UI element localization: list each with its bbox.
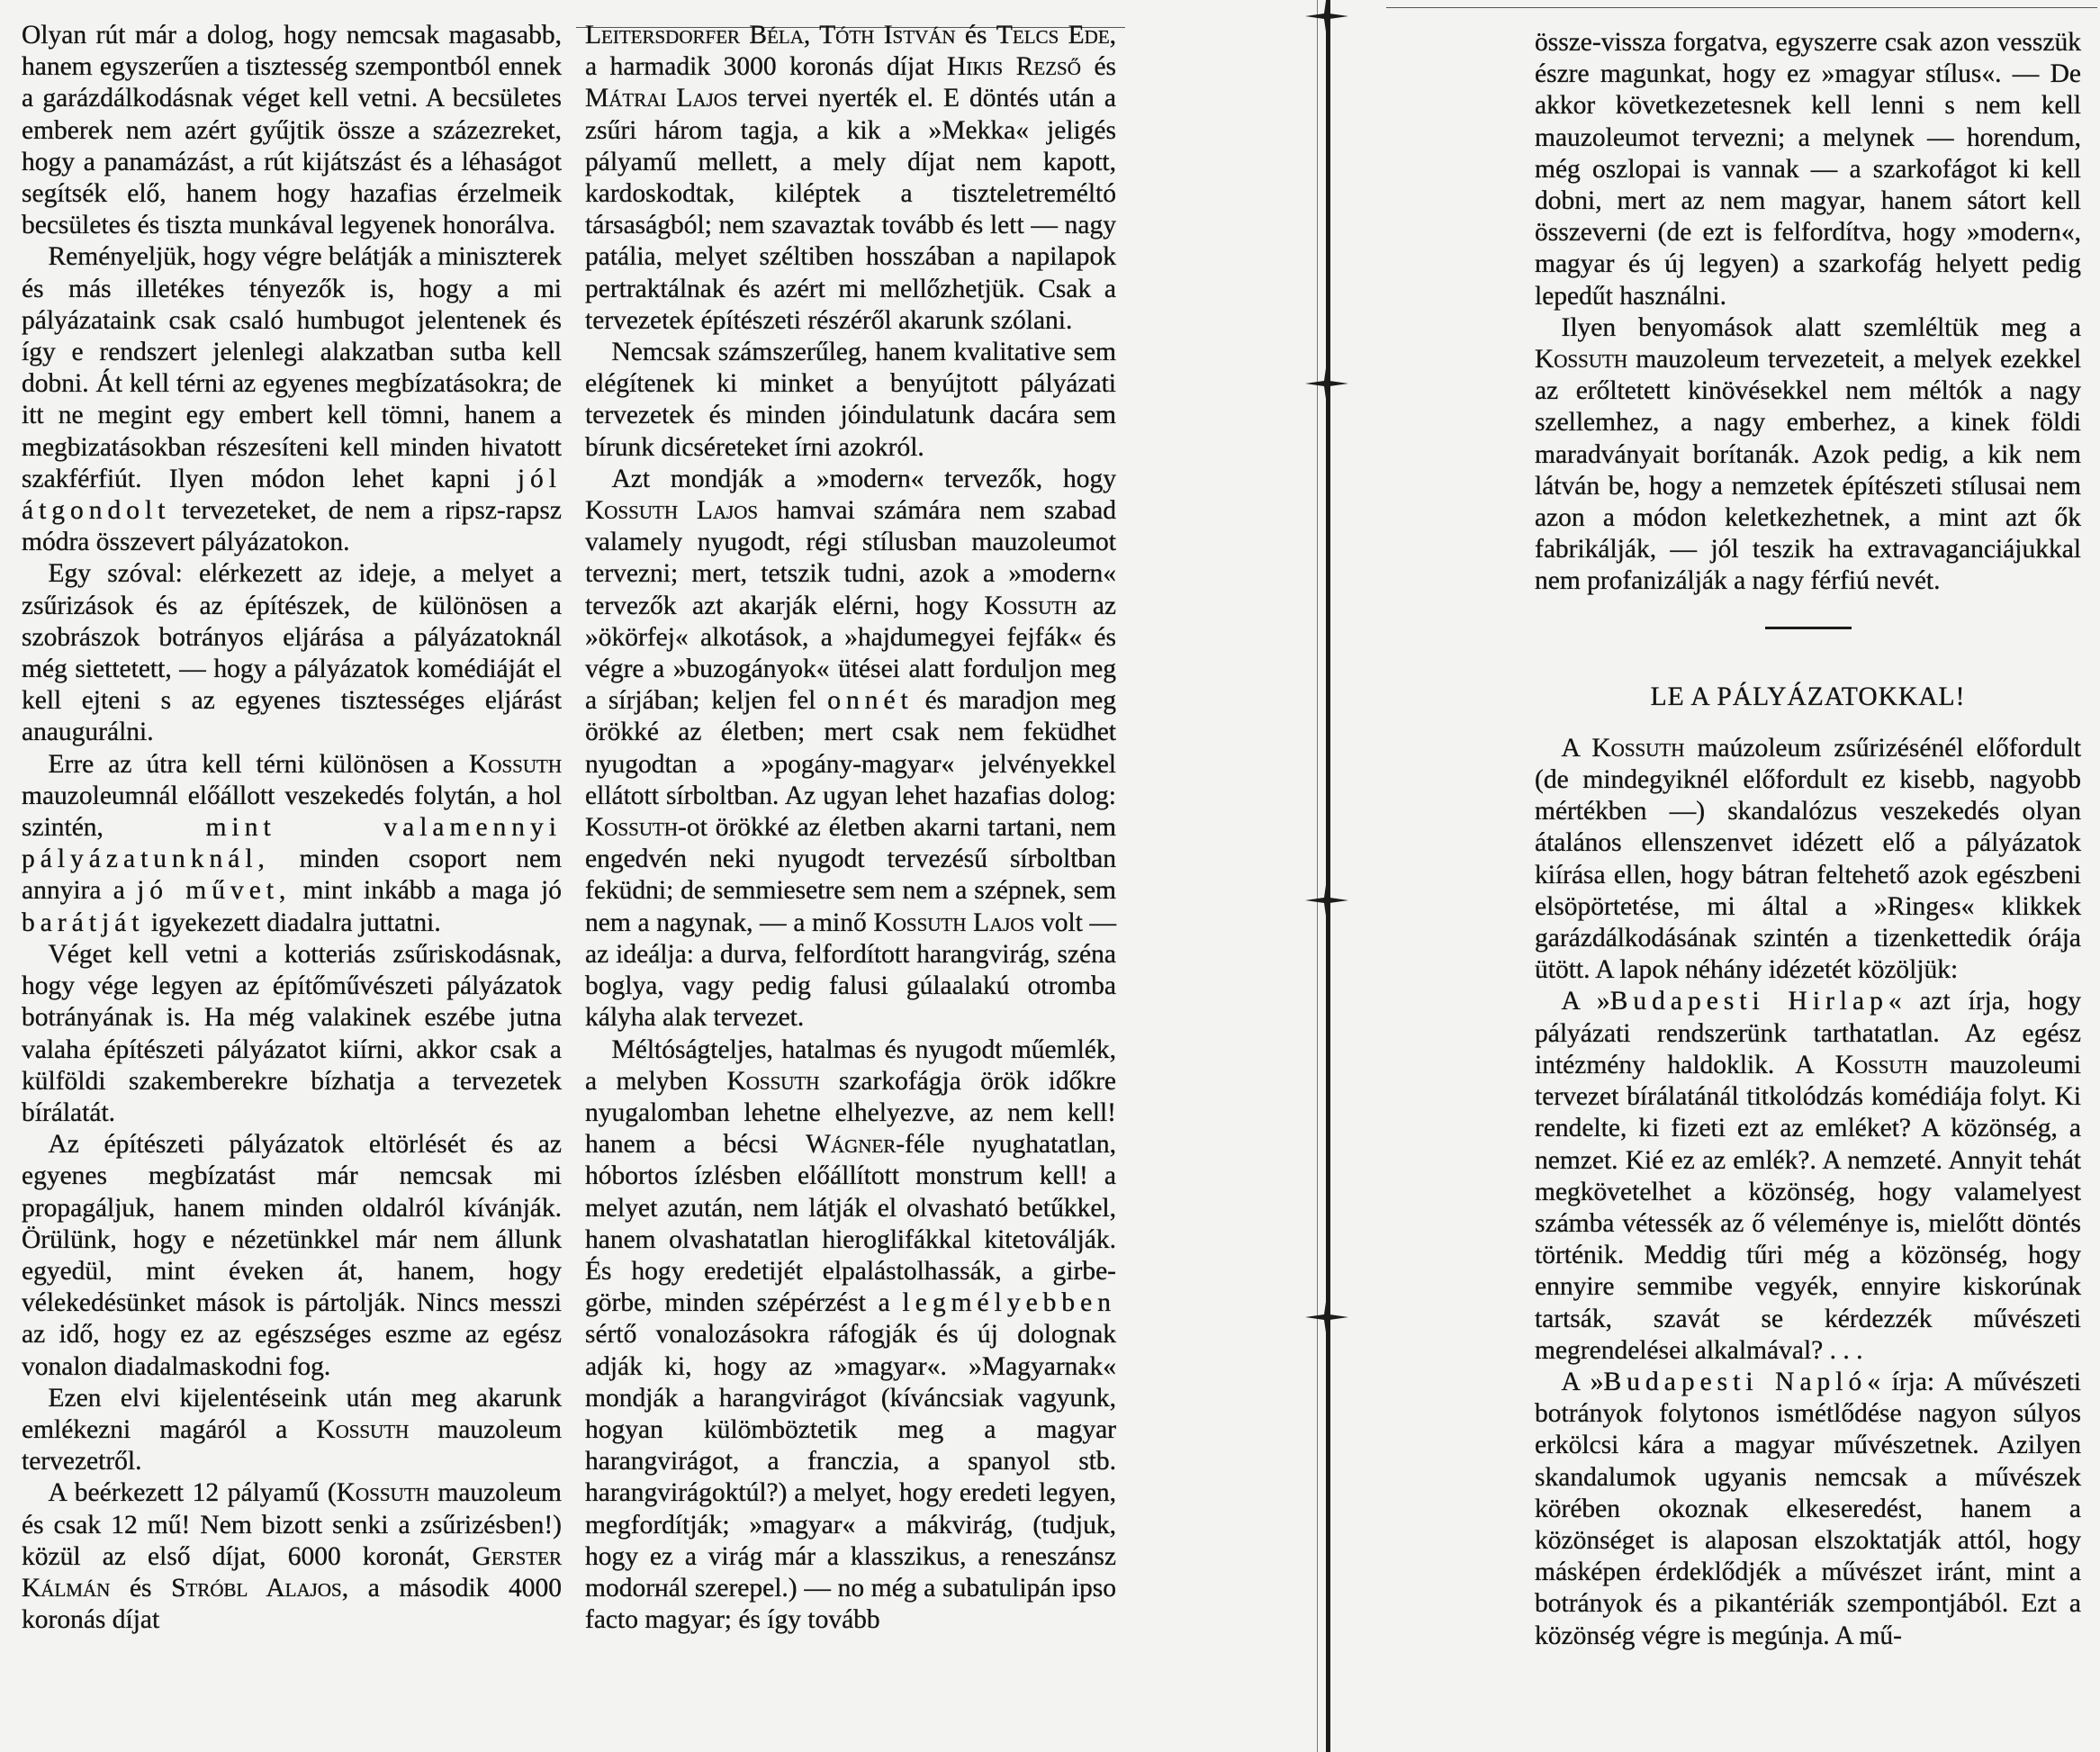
- paragraph: Méltóságteljes, hatalmas és nyugodt műemlék, a melyben Kossuth szarkofágja örök időkre nyugalomban lehetne elhelyezve, az nem kell! hanem a bécsi Wágner-féle nyughatatlan, hóbortos ízlésben előállított monstrum kell! a melyet azután, nem látják el olvasható betűkkel, hanem olvashatatlan hieroglifákkal kitetoválják. És hogy eredetijét elpalástolhassák, a girbe-görbe, minden szépérzést a legmélyebben sértő vonalozásokra ráfogják és új dolognak adják ki, hogy az »magyar«. »Magyarnak« mondják a harangvirágot (kíváncsiak vagyunk, hogyan külömböztetik meg a magyar harangvirágot, a franczia, a spanyol stb. harangvirágoktúl?) a melyet, hogy eredeti legyen, megfordítják; »magyar« a mákvirág, (tudjuk, hogy ez a virág már a klasszikus, a reneszánsz modorнál szerepel.) — no még a subatulipán ipso facto magyar; és így tovább: [585, 1034, 1117, 1635]
- page-fold-line: [1326, 0, 1330, 1752]
- paragraph: Reményeljük, hogy végre belátják a miniszterek és más illetékes tényezők is, hogy a mi pályázataink csak csaló humbugot jelentenek és így e rendszert jelenlegi alakzatban sutba kell dobni. Át kell térni az egyenes megbízatásokra; de itt ne megint egy embert kell tömni, hanem a megbizatásokban részesíteni kell minden hivatott szakférfiút. Ilyen módon lehet kapni jól átgondolt tervezeteket, de nem a ripsz-rapsz módra összevert pályázatokon.: [22, 242, 563, 557]
- paragraph: Olyan rút már a dolog, hogy nemcsak magasabb, hanem egyszerűen a tisztesség szempontból ennek a garázdálkodásnak véget kell vetni. A becsületes emberek nem azért gyűjtik össze a százezreket, hogy a panamázást, a rút kijátszást és a léhaságot segítsék elő, hanem hogy hazafias érzelmeik becsületes és tiszta munkával legyenek honorálva.: [22, 21, 562, 240]
- paragraph: össze-vissza forgatva, egyszerre csak azon vesszük észre magunkat, hogy ez »magyar stílus«. — De akkor következetesnek kell lenni s nem kell mauzoleumot tervezni; a melynek — horendum, még oszlopai is vannak — a szarkofágot ki kell dobni, mert az nem magyar, hanem sátort kell összeverni (de ezt is felfordítva, hogy »modern«, magyar és új legyen) a szarkofág helyett pedig lepedűt használni.: [1535, 28, 2081, 311]
- paragraph: Erre az útra kell térni különösen a Kossuth mauzoleumnál előállott veszekedés folytán, a hol szintén, mint valamennyi pályázatunknál, minden csoport nem annyira a jó művet, mint inkább a maga jó barátját igyekezett diadalra juttatni.: [22, 749, 563, 937]
- paragraph: A Kossuth maúzoleum zsűrizésénél előfordult (de mindegyiknél előfordult ez kisebb, nagyobb mértékben —) skandalózus veszekedés olyan átalános ellenszenvet idézett elő a pályázatok kiírása ellen, hogy bátran feltehető azok egészbeni elsöpörtetése, mi által a »Ringes« klikkek garázdálkodásának szintén a tizenkettedik órája ütött. A lapok néhány idézetét közöljük:: [1535, 733, 2082, 985]
- paragraph: Leitersdorfer Béla, Tóth István és Telcs Ede, a harmadik 3000 koronás díjat Hikis Rezső és Mátrai Lajos tervei nyerték el. E döntés után a zsűri három tagja, a kik a »Mekka« jeligés pályamű mellett, a mely díjat nem kapott, kardoskodtak, kiléptek a tiszteletreméltó társaságból; nem szavaztak tovább és lett — nagy patália, melyet széltiben hosszában a napilapok pertraktálnak és azért mi mellőzhetjük. Csak a tervezetek építészeti részéről akarunk szólani.: [585, 21, 1117, 335]
- middle-text-column: [585, 20, 1116, 1636]
- ink-mark-decoration: [1303, 877, 1350, 924]
- paragraph: Nemcsak számszerűleg, hanem kvalitative sem elégítenek ki minket a benyújtott pályázati tervezetek és minden jóindulatunk dacára sem bírunk dicséreteket írni azokról.: [585, 338, 1116, 462]
- page-gutter-line: [1317, 0, 1318, 1752]
- paragraph: A »Budapesti Hirlap« azt írja, hogy pályázati rendszerünk tarthatatlan. Az egész intézmény haldoklik. A Kossuth mauzoleumi tervezet bírálatánál titkolódzás komédiája folyt. Ki rendelte, ki fizeti ezt az emléket? A közönség, a nemzet. Kié ez az emlék?. A nemzeté. Annyit tehát megkövetelhet a közönség, hogy valamelyest számba vétessék az ő véleménye is, mielőtt döntés történik. Meddig tűri még a közönség, hogy ennyire semmibe vegyék, ennyire kiskorúnak tartsák, szavát se kérdezzék művészeti megrendelései alkalmával? . . .: [1535, 987, 2081, 1365]
- paragraph: Azt mondják a »modern« tervezők, hogy Kossuth Lajos hamvai számára nem szabad valamely nyugodt, régi stílusban mauzoleumot tervezni; mert, tetszik tudni, azok a »modern« tervezők azt akarják elérni, hogy Kossuth az »ökörfej« alkotások, a »hajdumegyei fejfák« és végre a »buzogányok« ütései alatt forduljon meg a sírjában; keljen fel onnét és maradjon meg örökké az életben; mert csak nem feküdhet nyugodtan a »pogány-magyar« jelvényekkel ellátott sírboltban. Az ugyan lehet hazafias dolog: Kossuth-ot örökké az életben akarni tartani, nem engedvén neki nyugodt tervezésű sírboltban feküdni; de semmiesetre sem nem a szépnek, sem nem a nagynak, — a minő Kossuth Lajos volt — az ideálja: a durva, felfordított harangvirág, széna boglya, vagy pedig falusi gúlaalakú otromba kályha alak tervezet.: [585, 464, 1117, 1033]
- right-text-column: [1535, 27, 2081, 1652]
- paragraph: Egy szóval: elérkezett az ideje, a melyet a zsűrizások és az építészek, de különösen a szobrászok botrányos eljárása a pályázatoknál még siettetett, — hogy a pályázatok komédiáját el kell ejteni s az egyenes tisztességes eljárást anaugurálni.: [22, 559, 562, 747]
- ink-mark-decoration: [1303, 1294, 1350, 1341]
- paragraph: A beérkezett 12 pályamű (Kossuth mauzoleum és csak 12 mű! Nem bizott senki a zsűrizésben!) közül az első díjat, 6000 koronát, Gerster Kálmán és Stróbl Alajos, a második 4000 koronás díjat: [22, 1478, 563, 1635]
- ink-mark-decoration: [1303, 0, 1350, 40]
- section-divider: [1765, 627, 1852, 629]
- paragraph: Az építészeti pályázatok eltörlését és az egyenes megbízatást már nemcsak mi propagáljuk, hanem minden oldalról kívánják. Örülünk, hogy e nézetünkkel már nem állunk egyedül, mint éveken át, hanem, hogy vélekedésünket mások is pártolják. Nincs messzi az idő, hogy ez az egészséges eszme az egész vonalon diadalmaskodni fog.: [22, 1130, 562, 1381]
- paragraph: A »Budapesti Napló« írja: A művészeti botrányok folytonos ismétlődése nagyon súlyos erkölcsi kára a magyar művészetnek. Azilyen skandalumok ugyanis nemcsak a művészek körében okoznak elkeseredést, hanem a közönséget is alaposan elszoktatják attól, hogy másképen érdeklődjék a művészet iránt, mint a botrányok és a pikantériák szempontjából. Ezt a közönség végre is megúnja. A mű-: [1535, 1367, 2081, 1650]
- scan-line: [1386, 7, 2097, 8]
- left-text-column: [22, 20, 562, 1636]
- ink-mark-decoration: [1303, 360, 1350, 407]
- paragraph: Ilyen benyomások alatt szemléltük meg a Kossuth mauzoleum tervezeteit, a melyek ezekkel az erőltetett kinövésekkel nem méltók a nagy szellemhez, a nagy emberhez, a kinek földi maradványait borítanák. Azok pedig, a kik nem látván be, hogy a nemzetek építészeti stílusai nem azon a módon keletkezhetnek, a mint azt ők fabrikálják, — jól teszik ha extravaganciájukkal nem profanizálják a nagy férfiú nevét.: [1535, 312, 2082, 596]
- paragraph: Véget kell vetni a kotteriás zsűriskodásnak, hogy vége legyen az építőművészeti pályázatok botrányának is. Ha még valakinek eszébe jutna valaha építészeti pályázatot kiírni, akkor csak a külföldi szakemberekre bízhatja a tervezetek bírálatát.: [22, 939, 562, 1127]
- section-heading: LE A PÁLYÁZATOKKAL!: [1650, 682, 1966, 711]
- paragraph: Ezen elvi kijelentéseink után meg akarunk emlékezni magáról a Kossuth mauzoleum tervezetről.: [22, 1383, 563, 1477]
